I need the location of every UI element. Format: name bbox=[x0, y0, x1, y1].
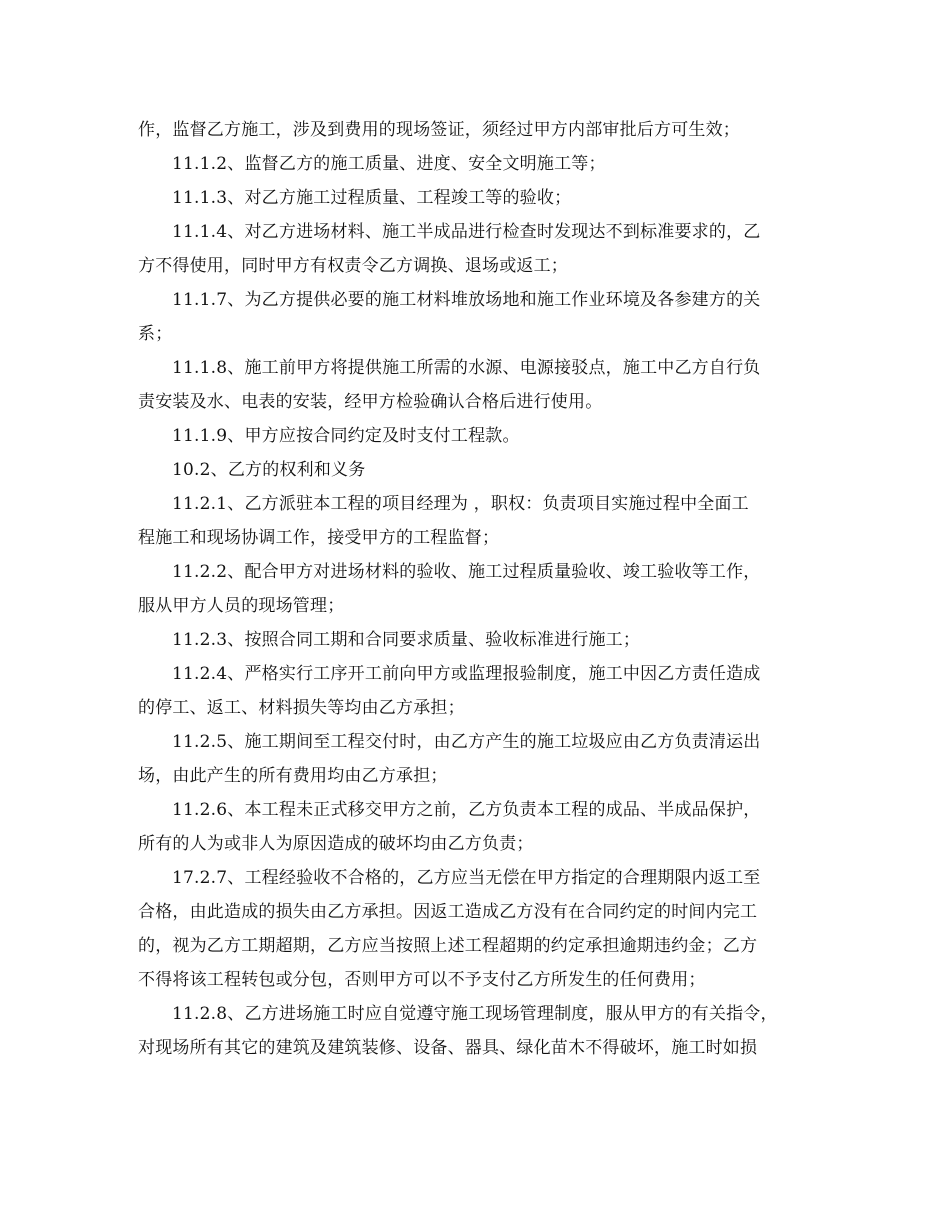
text-line: 场，由此产生的所有费用均由乙方承担； bbox=[138, 766, 448, 786]
paragraph bbox=[138, 215, 814, 283]
text-line: 11.1.9、甲方应按合同约定及时支付工程款。 bbox=[172, 426, 520, 446]
paragraph bbox=[138, 657, 814, 725]
paragraph bbox=[138, 861, 814, 997]
text-line: 程施工和现场协调工作，接受甲方的工程监督； bbox=[138, 528, 500, 548]
paragraph bbox=[138, 453, 814, 487]
text-line: 11.1.3、对乙方施工过程质量、工程竣工等的验收； bbox=[172, 188, 572, 208]
text-line: 系； bbox=[138, 324, 173, 344]
text-line: 作，监督乙方施工，涉及到费用的现场签证，须经过甲方内部审批后方可生效； bbox=[138, 120, 740, 140]
text-line: 10.2、乙方的权利和义务 bbox=[172, 460, 366, 480]
text-line: 的停工、返工、材料损失等均由乙方承担； bbox=[138, 698, 465, 718]
paragraph bbox=[138, 181, 814, 215]
text-line: 11.2.3、按照合同工期和合同要求质量、验收标准进行施工； bbox=[172, 630, 641, 650]
text-line: 11.2.2、配合甲方对进场材料的验收、施工过程质量验收、竣工验收等工作， bbox=[172, 562, 761, 582]
document-body bbox=[138, 113, 814, 1065]
text-line: 17.2.7、工程经验收不合格的，乙方应当无偿在甲方指定的合理期限内返工至 bbox=[172, 868, 761, 888]
paragraph bbox=[138, 725, 814, 793]
text-line: 11.2.6、本工程未正式移交甲方之前，乙方负责本工程的成品、半成品保护， bbox=[172, 800, 761, 820]
text-line: 11.2.4、严格实行工序开工前向甲方或监理报验制度，施工中因乙方责任造成 bbox=[172, 664, 761, 684]
text-line: 11.1.4、对乙方进场材料、施工半成品进行检查时发现达不到标准要求的，乙 bbox=[172, 222, 761, 242]
text-line: 11.2.8、乙方进场施工时应自觉遵守施工现场管理制度，服从甲方的有关指令， bbox=[172, 1004, 778, 1024]
paragraph bbox=[138, 351, 814, 419]
text-line: 11.1.7、为乙方提供必要的施工材料堆放场地和施工作业环境及各参建方的关 bbox=[172, 290, 761, 310]
paragraph bbox=[138, 555, 814, 623]
paragraph bbox=[138, 623, 814, 657]
text-line: 责安装及水、电表的安装，经甲方检验确认合格后进行使用。 bbox=[138, 392, 603, 412]
text-line: 方不得使用，同时甲方有权责令乙方调换、退场或返工； bbox=[138, 256, 568, 276]
paragraph bbox=[138, 147, 814, 181]
text-line: 11.2.1、乙方派驻本工程的项目经理为 ，职权：负责项目实施过程中全面工 bbox=[172, 494, 749, 514]
text-line: 11.1.2、监督乙方的施工质量、进度、安全文明施工等； bbox=[172, 154, 606, 174]
paragraph bbox=[138, 487, 814, 555]
paragraph bbox=[138, 419, 814, 453]
text-line: 服从甲方人员的现场管理； bbox=[138, 596, 345, 616]
text-line: 不得将该工程转包或分包，否则甲方可以不予支付乙方所发生的任何费用； bbox=[138, 970, 706, 990]
paragraph bbox=[138, 793, 814, 861]
text-line: 的，视为乙方工期超期，乙方应当按照上述工程超期的约定承担逾期违约金；乙方 bbox=[138, 936, 758, 956]
text-line: 合格，由此造成的损失由乙方承担。因返工造成乙方没有在合同约定的时间内完工 bbox=[138, 902, 758, 922]
text-line: 11.2.5、施工期间至工程交付时，由乙方产生的施工垃圾应由乙方负责清运出 bbox=[172, 732, 761, 752]
text-line: 11.1.8、施工前甲方将提供施工所需的水源、电源接驳点，施工中乙方自行负 bbox=[172, 358, 761, 378]
paragraph bbox=[138, 113, 814, 147]
text-line: 对现场所有其它的建筑及建筑装修、设备、器具、绿化苗木不得破坏，施工时如损 bbox=[138, 1038, 758, 1058]
text-line: 所有的人为或非人为原因造成的破坏均由乙方负责； bbox=[138, 834, 534, 854]
paragraph bbox=[138, 997, 814, 1065]
paragraph bbox=[138, 283, 814, 351]
